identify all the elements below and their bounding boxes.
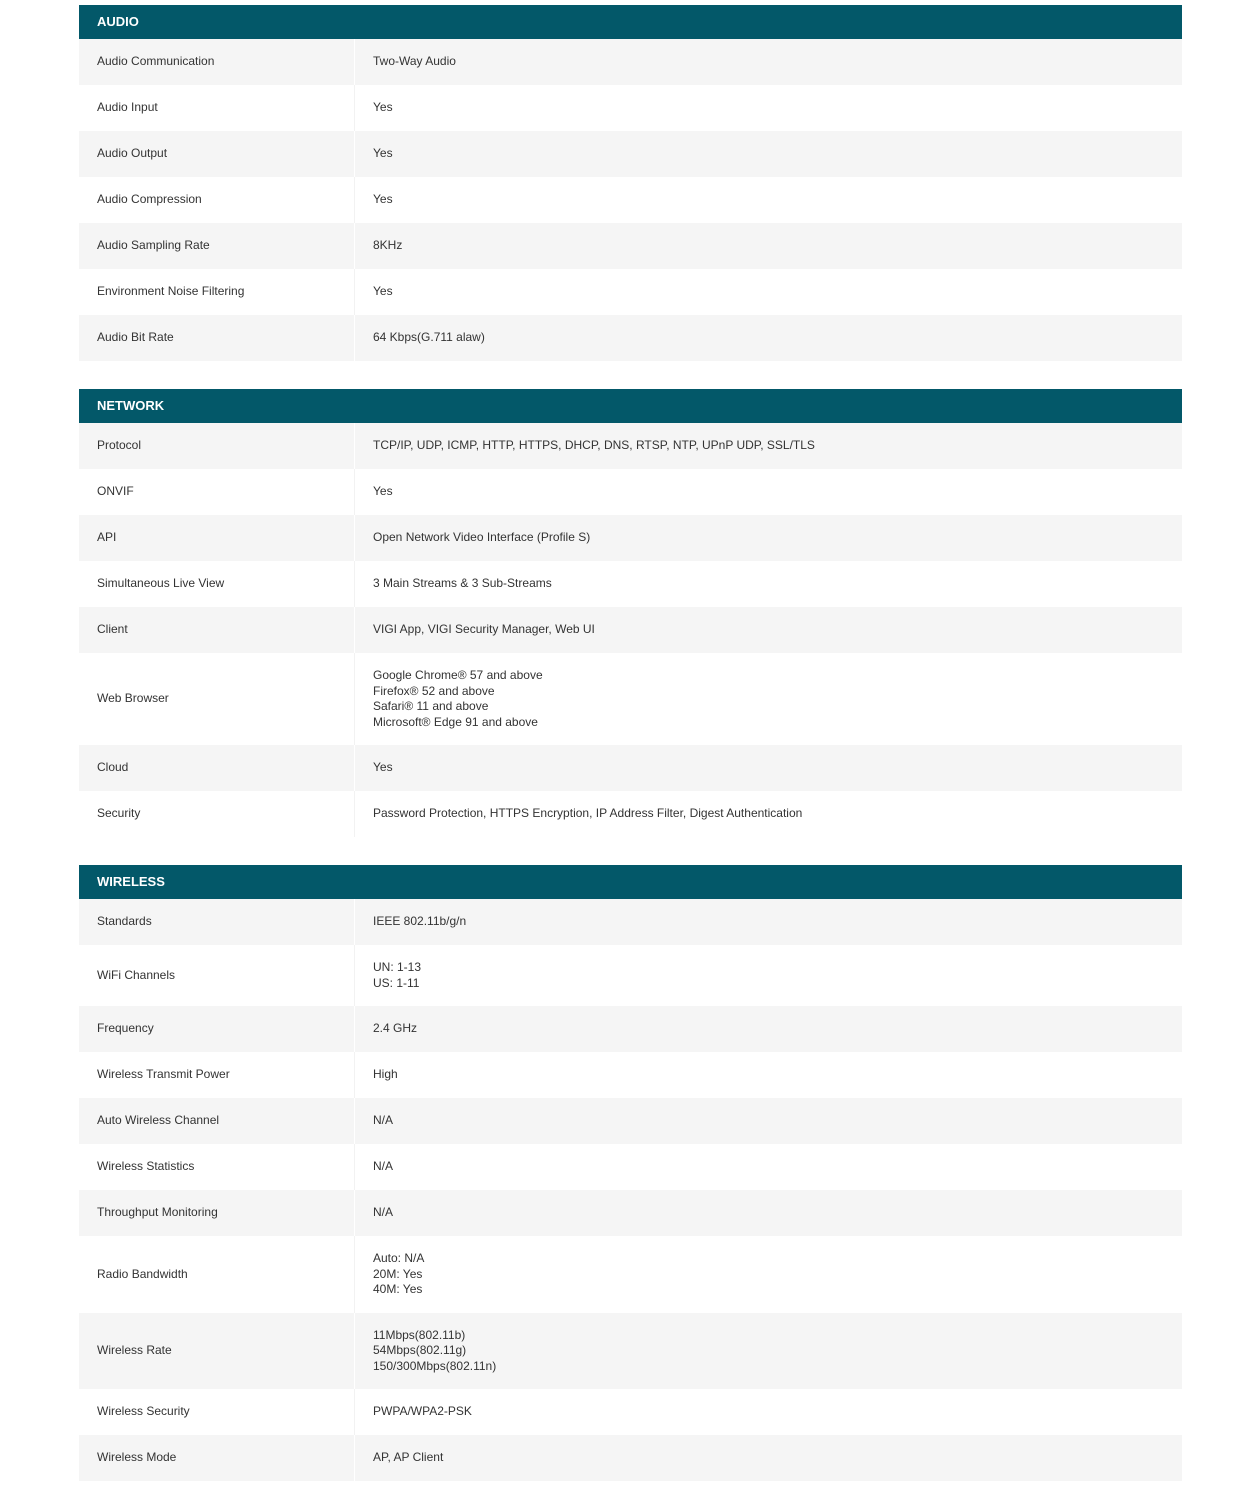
spec-value <box>355 1313 1182 1390</box>
spec-label: Radio Bandwidth <box>79 1236 355 1313</box>
table-row <box>79 607 1182 653</box>
spec-value <box>355 85 1182 131</box>
section-header: NETWORK <box>79 389 1182 423</box>
table-row <box>79 1313 1182 1390</box>
spec-label: Wireless Statistics <box>79 1144 355 1190</box>
spec-label: Wireless Security <box>79 1389 355 1435</box>
spec-label: Wireless Rate <box>79 1313 355 1390</box>
table-row <box>79 1006 1182 1052</box>
spec-value-line: 8KHz <box>373 238 403 253</box>
table-row <box>79 223 1182 269</box>
table-row <box>79 1389 1182 1435</box>
spec-value <box>355 1144 1182 1190</box>
table-row <box>79 1435 1182 1481</box>
spec-value-line: High <box>373 1067 398 1082</box>
spec-value-line: IEEE 802.11b/g/n <box>373 914 467 929</box>
spec-value-line: US: 1-11 <box>373 975 420 990</box>
spec-label: Standards <box>79 899 355 945</box>
spec-label: WiFi Channels <box>79 945 355 1006</box>
spec-value-line: Yes <box>373 146 393 161</box>
spec-value-line: N/A <box>373 1113 394 1128</box>
spec-value <box>355 653 1182 745</box>
table-row <box>79 945 1182 1006</box>
spec-value-line: 150/300Mbps(802.11n) <box>373 1358 497 1373</box>
table-row <box>79 653 1182 745</box>
spec-value-line: Yes <box>373 484 393 499</box>
spec-label: Environment Noise Filtering <box>79 269 355 315</box>
spec-label: Wireless Mode <box>79 1435 355 1481</box>
spec-label: Security <box>79 791 355 837</box>
spec-label: Throughput Monitoring <box>79 1190 355 1236</box>
table-row <box>79 745 1182 791</box>
spec-value <box>355 1006 1182 1052</box>
spec-value <box>355 1435 1182 1481</box>
spec-value <box>355 223 1182 269</box>
table-row <box>79 1052 1182 1098</box>
spec-value-line: TCP/IP, UDP, ICMP, HTTP, HTTPS, DHCP, DNS, RTSP, NTP, UPnP UDP, SSL/TLS <box>373 438 815 453</box>
spec-value <box>355 561 1182 607</box>
spec-value-line: 54Mbps(802.11g) <box>373 1343 467 1357</box>
spec-sheet <box>79 5 1182 1509</box>
spec-table <box>79 39 1182 361</box>
section-header: WIRELESS <box>79 865 1182 899</box>
spec-value-line: Two-Way Audio <box>373 54 456 69</box>
table-row <box>79 177 1182 223</box>
spec-label: Wireless Transmit Power <box>79 1052 355 1098</box>
spec-value <box>355 945 1182 1006</box>
spec-value-line: 64 Kbps(G.711 alaw) <box>373 330 485 345</box>
spec-value-line: UN: 1-13 <box>373 960 422 974</box>
spec-value <box>355 39 1182 85</box>
spec-value <box>355 1190 1182 1236</box>
spec-value <box>355 131 1182 177</box>
spec-value-line: Auto: N/A <box>373 1251 425 1265</box>
spec-value <box>355 1098 1182 1144</box>
table-row <box>79 469 1182 515</box>
table-row <box>79 1190 1182 1236</box>
spec-value <box>355 745 1182 791</box>
table-row <box>79 1236 1182 1313</box>
table-row <box>79 423 1182 469</box>
spec-value <box>355 515 1182 561</box>
spec-label: Protocol <box>79 423 355 469</box>
spec-value-line: 11Mbps(802.11b) <box>373 1327 466 1342</box>
table-row <box>79 39 1182 85</box>
spec-value <box>355 423 1182 469</box>
spec-table <box>79 899 1182 1481</box>
table-row <box>79 1144 1182 1190</box>
spec-value <box>355 899 1182 945</box>
spec-value <box>355 269 1182 315</box>
spec-value-line: Yes <box>373 100 393 115</box>
spec-section-wireless <box>79 865 1182 1481</box>
spec-value <box>355 607 1182 653</box>
table-row <box>79 85 1182 131</box>
spec-label: Audio Compression <box>79 177 355 223</box>
spec-value <box>355 315 1182 361</box>
spec-value-line: 2.4 GHz <box>373 1021 418 1036</box>
spec-label: Simultaneous Live View <box>79 561 355 607</box>
spec-label: API <box>79 515 355 561</box>
spec-value-line: N/A <box>373 1159 394 1174</box>
spec-value-line: 20M: Yes <box>373 1266 423 1281</box>
spec-value-line: Safari® 11 and above <box>373 699 489 713</box>
spec-label: Audio Sampling Rate <box>79 223 355 269</box>
spec-label: Audio Input <box>79 85 355 131</box>
spec-value-line: Firefox® 52 and above <box>373 683 495 698</box>
spec-value-line: Google Chrome® 57 and above <box>373 668 543 682</box>
spec-label: Web Browser <box>79 653 355 745</box>
spec-label: Auto Wireless Channel <box>79 1098 355 1144</box>
spec-value-line: Yes <box>373 284 393 299</box>
spec-value-line: 40M: Yes <box>373 1282 423 1296</box>
spec-value-line: AP, AP Client <box>373 1450 444 1465</box>
spec-section-network <box>79 389 1182 837</box>
spec-table <box>79 423 1182 837</box>
table-row <box>79 315 1182 361</box>
spec-label: Frequency <box>79 1006 355 1052</box>
table-row <box>79 515 1182 561</box>
spec-value-line: 3 Main Streams & 3 Sub-Streams <box>373 576 552 591</box>
spec-section-audio <box>79 5 1182 361</box>
table-row <box>79 269 1182 315</box>
table-row <box>79 561 1182 607</box>
table-row <box>79 131 1182 177</box>
spec-value-line: Yes <box>373 760 393 775</box>
spec-label: Client <box>79 607 355 653</box>
table-row <box>79 899 1182 945</box>
spec-value-line: N/A <box>373 1205 394 1220</box>
table-row <box>79 1098 1182 1144</box>
spec-label: Audio Bit Rate <box>79 315 355 361</box>
spec-label: Audio Output <box>79 131 355 177</box>
spec-value-line: Yes <box>373 192 393 207</box>
spec-value-line: Open Network Video Interface (Profile S) <box>373 530 591 545</box>
spec-value <box>355 177 1182 223</box>
spec-value <box>355 1052 1182 1098</box>
table-row <box>79 791 1182 837</box>
section-header: AUDIO <box>79 5 1182 39</box>
spec-label: ONVIF <box>79 469 355 515</box>
spec-label: Cloud <box>79 745 355 791</box>
spec-value-line: PWPA/WPA2-PSK <box>373 1404 472 1419</box>
spec-value <box>355 791 1182 837</box>
spec-value-line: VIGI App, VIGI Security Manager, Web UI <box>373 622 595 637</box>
spec-label: Audio Communication <box>79 39 355 85</box>
spec-value <box>355 1236 1182 1313</box>
spec-value-line: Microsoft® Edge 91 and above <box>373 714 538 729</box>
spec-value <box>355 469 1182 515</box>
spec-value-line: Password Protection, HTTPS Encryption, IP Address Filter, Digest Authentication <box>373 806 803 821</box>
spec-value <box>355 1389 1182 1435</box>
